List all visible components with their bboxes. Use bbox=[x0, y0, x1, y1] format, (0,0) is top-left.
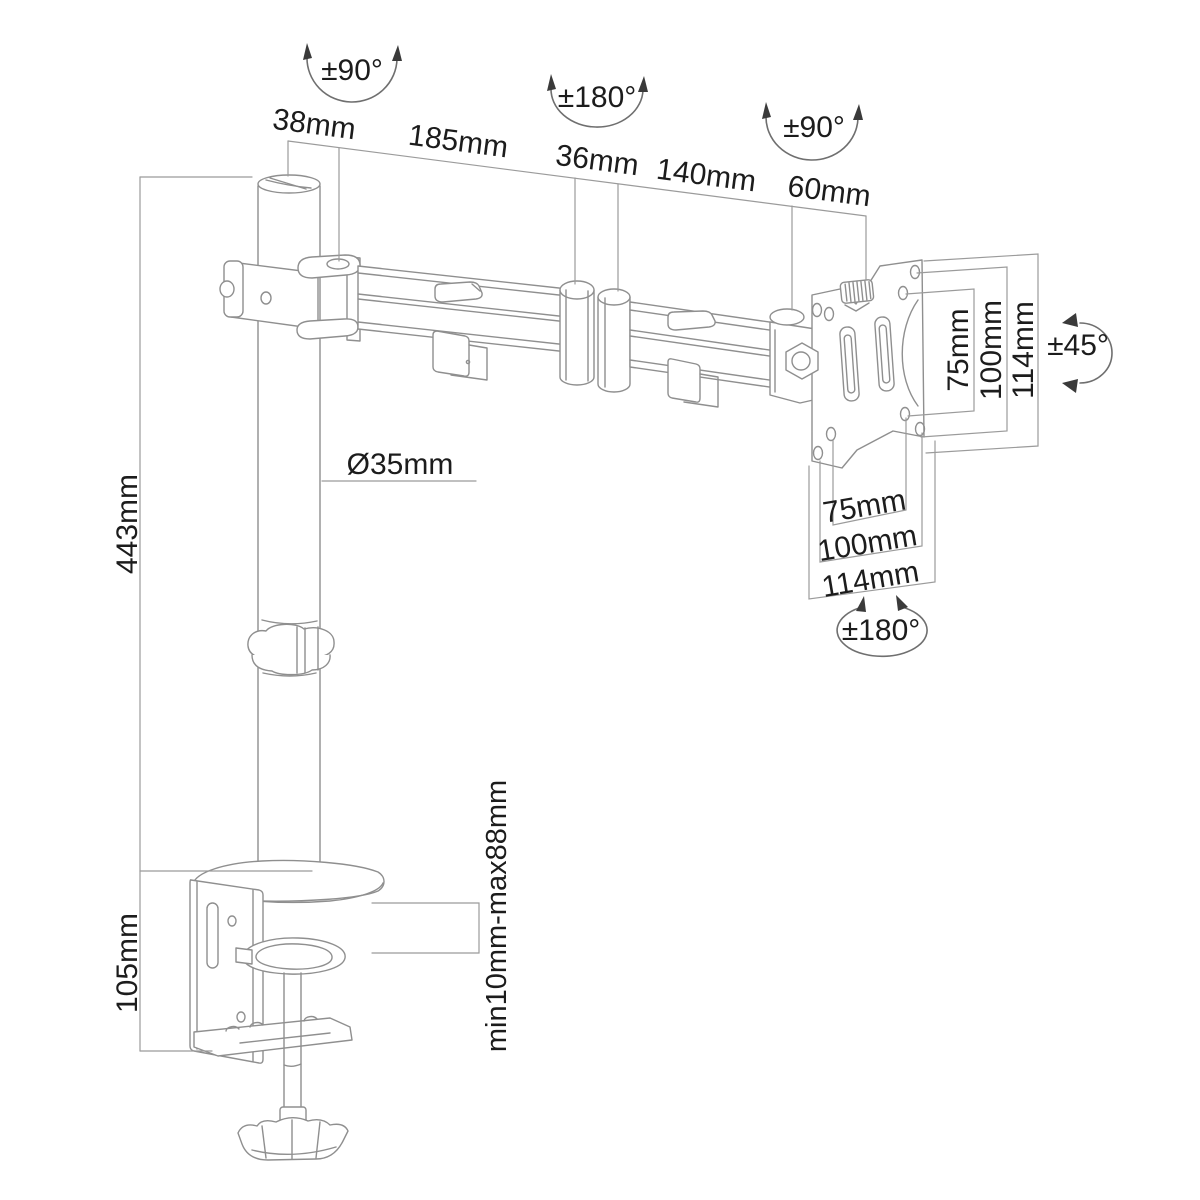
cable-clip-top bbox=[435, 282, 482, 302]
pole-swivel-label: ±90° bbox=[321, 54, 383, 87]
pole-height-label: 443mm bbox=[111, 473, 144, 575]
clamp-height-label: 105mm bbox=[111, 912, 144, 1014]
vesa-horizontal-100-label: 100mm bbox=[815, 519, 920, 569]
vesa-vertical-75-label: 75mm bbox=[942, 308, 975, 392]
tilt-range-label: ±45° bbox=[1047, 329, 1109, 362]
pole-diameter-label: Ø35mm bbox=[346, 448, 454, 481]
head-swivel-label: ±90° bbox=[783, 111, 845, 144]
pole-top-width-label: 38mm bbox=[270, 102, 358, 147]
elbow-width-label: 36mm bbox=[553, 138, 641, 183]
desk-clamp bbox=[190, 860, 384, 1160]
elbow-joint bbox=[560, 281, 630, 392]
pole-collar bbox=[248, 624, 334, 674]
upper-arm-length-label: 185mm bbox=[406, 118, 510, 165]
head-length-label: 60mm bbox=[785, 169, 873, 214]
vesa-horizontal-75-label: 75mm bbox=[820, 483, 909, 530]
vesa-vertical-114-label: 114mm bbox=[1007, 301, 1040, 399]
vesa-vertical-100-label: 100mm bbox=[975, 299, 1008, 401]
elbow-swivel-label: ±180° bbox=[557, 81, 637, 114]
cable-clip-forearm bbox=[668, 311, 715, 330]
desk-thickness-label: min10mm-max88mm bbox=[481, 779, 513, 1053]
forearm-length-label: 140mm bbox=[654, 152, 758, 199]
pole-arm-bracket bbox=[220, 255, 360, 341]
mount-drawing bbox=[190, 175, 925, 1160]
plate-rotation-label: ±180° bbox=[841, 614, 921, 647]
vesa-horizontal-114-label: 114mm bbox=[819, 555, 922, 604]
